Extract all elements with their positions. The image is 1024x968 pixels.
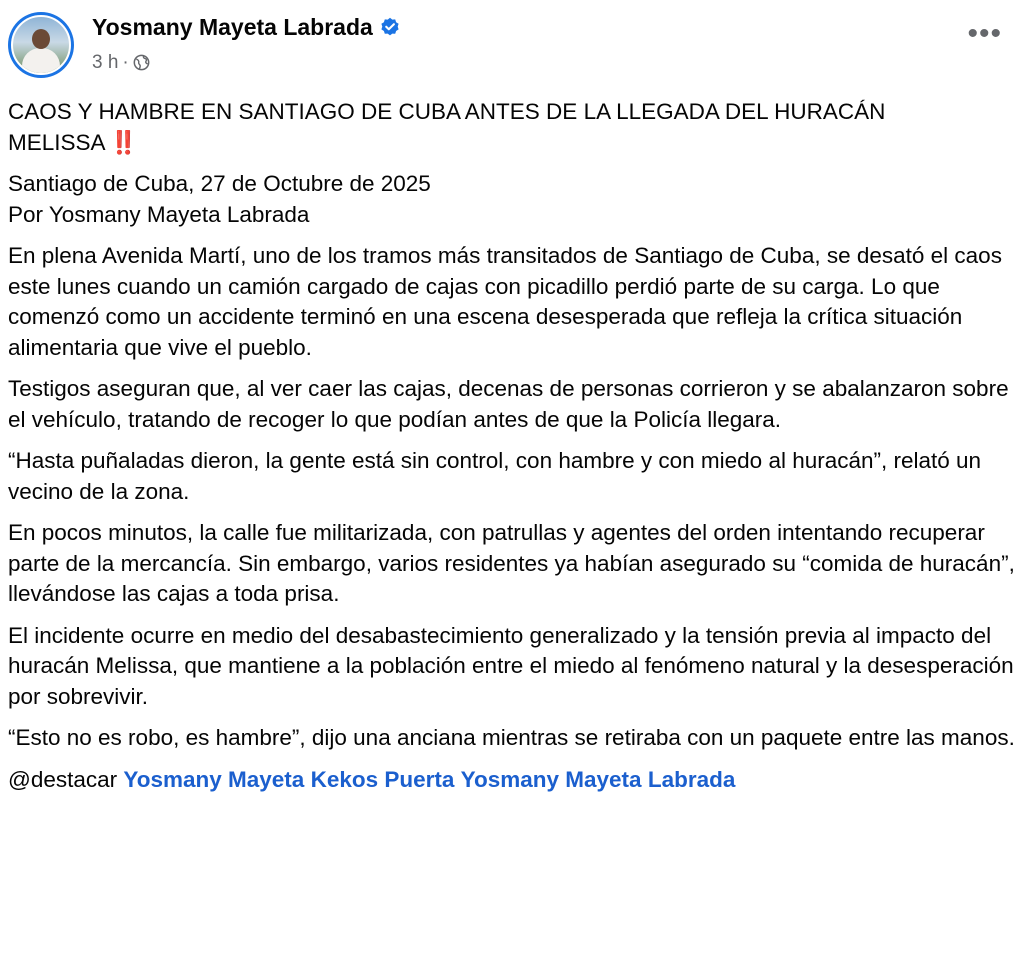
post-dateline: [8, 169, 1018, 230]
tag-link-profile-1[interactable]: Yosmany Mayeta Kekos Puerta: [123, 766, 455, 792]
post-paragraph: El incidente ocurre en medio del desabastecimiento generalizado y la tensión previa al impacto del huracán Melissa, que mantiene a la población entre el miedo al fenómeno natural y la desesperación por sobrevivir.: [8, 622, 1014, 709]
post-paragraph: En pocos minutos, la calle fue militarizada, con patrullas y agentes del orden intentando recuperar parte de la mercancía. Sin embargo, varios residentes ya habían asegurado su “comida de huracán”, llevándose las cajas a toda prisa.: [8, 520, 1015, 606]
post-timestamp[interactable]: 3 h: [92, 52, 119, 73]
post-paragraph: “Esto no es robo, es hambre”, dijo una anciana mientras se retiraba con un paquete entre las manos.: [8, 725, 1015, 750]
meta-separator: ·: [122, 52, 129, 73]
post-tags-line: [8, 765, 1018, 796]
post-body: [8, 97, 1018, 806]
author-name-row: [92, 14, 400, 41]
globe-icon[interactable]: [133, 54, 150, 71]
tag-prefix: @destacar: [8, 766, 118, 792]
post-header: [0, 0, 1024, 90]
avatar-photo: [11, 15, 71, 75]
post-headline: [8, 97, 1018, 158]
post-paragraph: En plena Avenida Martí, uno de los tramos más transitados de Santiago de Cuba, se desató el caos este lunes cuando un camión cargado de cajas con picadillo perdió parte de su carga. Lo que comenzó como un accidente terminó en una escena desesperada que refleja la crítica situación alimentaria que vive el pueblo.: [8, 243, 1002, 360]
avatar-shirt: [22, 48, 60, 75]
tag-link-profile-2[interactable]: Yosmany Mayeta Labrada: [460, 766, 736, 792]
verified-badge-icon: [380, 17, 400, 37]
post-meta: [92, 52, 150, 74]
avatar-head: [32, 29, 50, 49]
more-options-button[interactable]: •••: [967, 17, 1002, 50]
author-avatar[interactable]: [8, 12, 74, 78]
post-paragraph: “Hasta puñaladas dieron, la gente está sin control, con hambre y con miedo al huracán”, relató un vecino de la zona.: [8, 448, 982, 504]
dateline-place-date: Santiago de Cuba, 27 de Octubre de 2025: [8, 171, 431, 196]
double-exclamation-icon: ‼️: [109, 129, 136, 155]
author-name-link[interactable]: Yosmany Mayeta Labrada: [92, 14, 373, 40]
headline-text: CAOS Y HAMBRE EN SANTIAGO DE CUBA ANTES DE LA LLEGADA DEL HURACÁN MELISSA: [8, 99, 886, 155]
post-paragraph: Testigos aseguran que, al ver caer las cajas, decenas de personas corrieron y se abalanzaron sobre el vehículo, tratando de recoger lo que podían antes de que la Policía llegara.: [8, 376, 1009, 432]
dateline-byline: Por Yosmany Mayeta Labrada: [8, 201, 310, 227]
